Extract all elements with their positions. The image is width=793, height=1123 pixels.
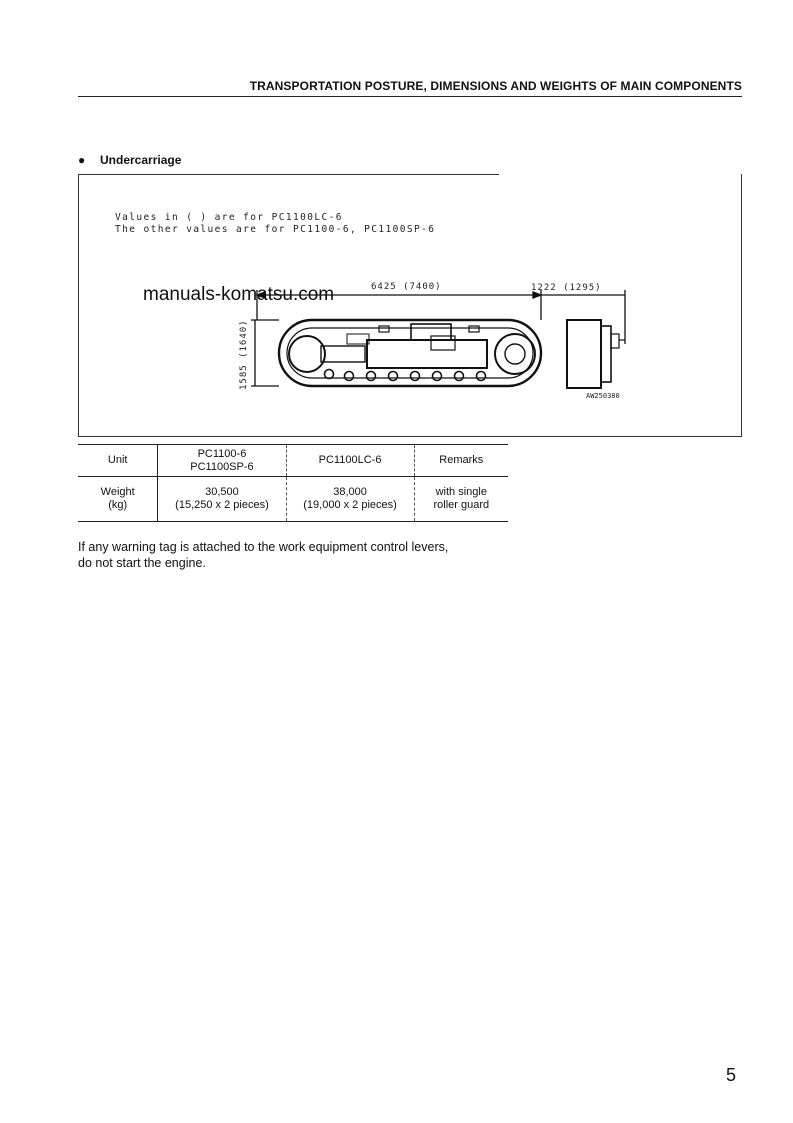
page-number: 5 xyxy=(726,1065,737,1085)
length-dimension-label: 6425 (7400) xyxy=(371,282,442,292)
row-model-b-line-1: 38,000 xyxy=(333,486,367,498)
row-remarks xyxy=(414,477,508,522)
header-model-b: PC1100LC-6 xyxy=(286,445,414,477)
warning-line-1: If any warning tag is attached to the work equipment control levers, xyxy=(78,540,449,554)
height-dimension-label: 1585 (1640) xyxy=(239,319,249,390)
header-remarks: Remarks xyxy=(414,445,508,477)
header-model-a-line-2: PC1100SP-6 xyxy=(190,460,254,473)
track-end-outline xyxy=(567,320,601,388)
row-model-b-line-2: (19,000 x 2 pieces) xyxy=(303,499,397,511)
header-model-a-line-1: PC1100-6 xyxy=(197,447,247,460)
row-label-line-1: Weight xyxy=(100,486,135,498)
section-heading-text: Undercarriage xyxy=(100,153,182,167)
row-label-line-2: (kg) xyxy=(108,499,128,511)
width-dimension-label: 1222 (1295) xyxy=(531,283,602,293)
row-model-b-weight xyxy=(286,477,414,522)
figure-note-line-2: The other values are for PC1100-6, PC1100SP-6 xyxy=(115,224,436,235)
table-row xyxy=(78,477,508,522)
row-model-a-line-2: (15,250 x 2 pieces) xyxy=(175,499,269,511)
row-label xyxy=(78,477,158,522)
table-header-row xyxy=(78,445,508,477)
figure-code: AW250380 xyxy=(586,392,620,400)
figure-note-line-1: Values in ( ) are for PC1100LC-6 xyxy=(115,212,343,223)
bullet-icon: ● xyxy=(78,153,86,167)
row-remarks-line-2: roller guard xyxy=(433,499,490,511)
weights-table xyxy=(78,444,508,522)
row-model-a-line-1: 30,500 xyxy=(205,486,239,498)
warning-line-2: do not start the engine. xyxy=(78,556,206,570)
watermark-text: manuals-komatsu.com xyxy=(143,284,335,305)
row-model-a-weight xyxy=(158,477,286,522)
header-rule xyxy=(78,96,742,97)
header-unit: Unit xyxy=(78,445,158,477)
page-header-title: TRANSPORTATION POSTURE, DIMENSIONS AND WEIGHTS OF MAIN COMPONENTS xyxy=(249,79,742,93)
header-model-a xyxy=(158,445,286,477)
warning-text xyxy=(78,539,538,571)
row-remarks-line-1: with single xyxy=(435,486,487,498)
section-heading xyxy=(78,153,181,167)
